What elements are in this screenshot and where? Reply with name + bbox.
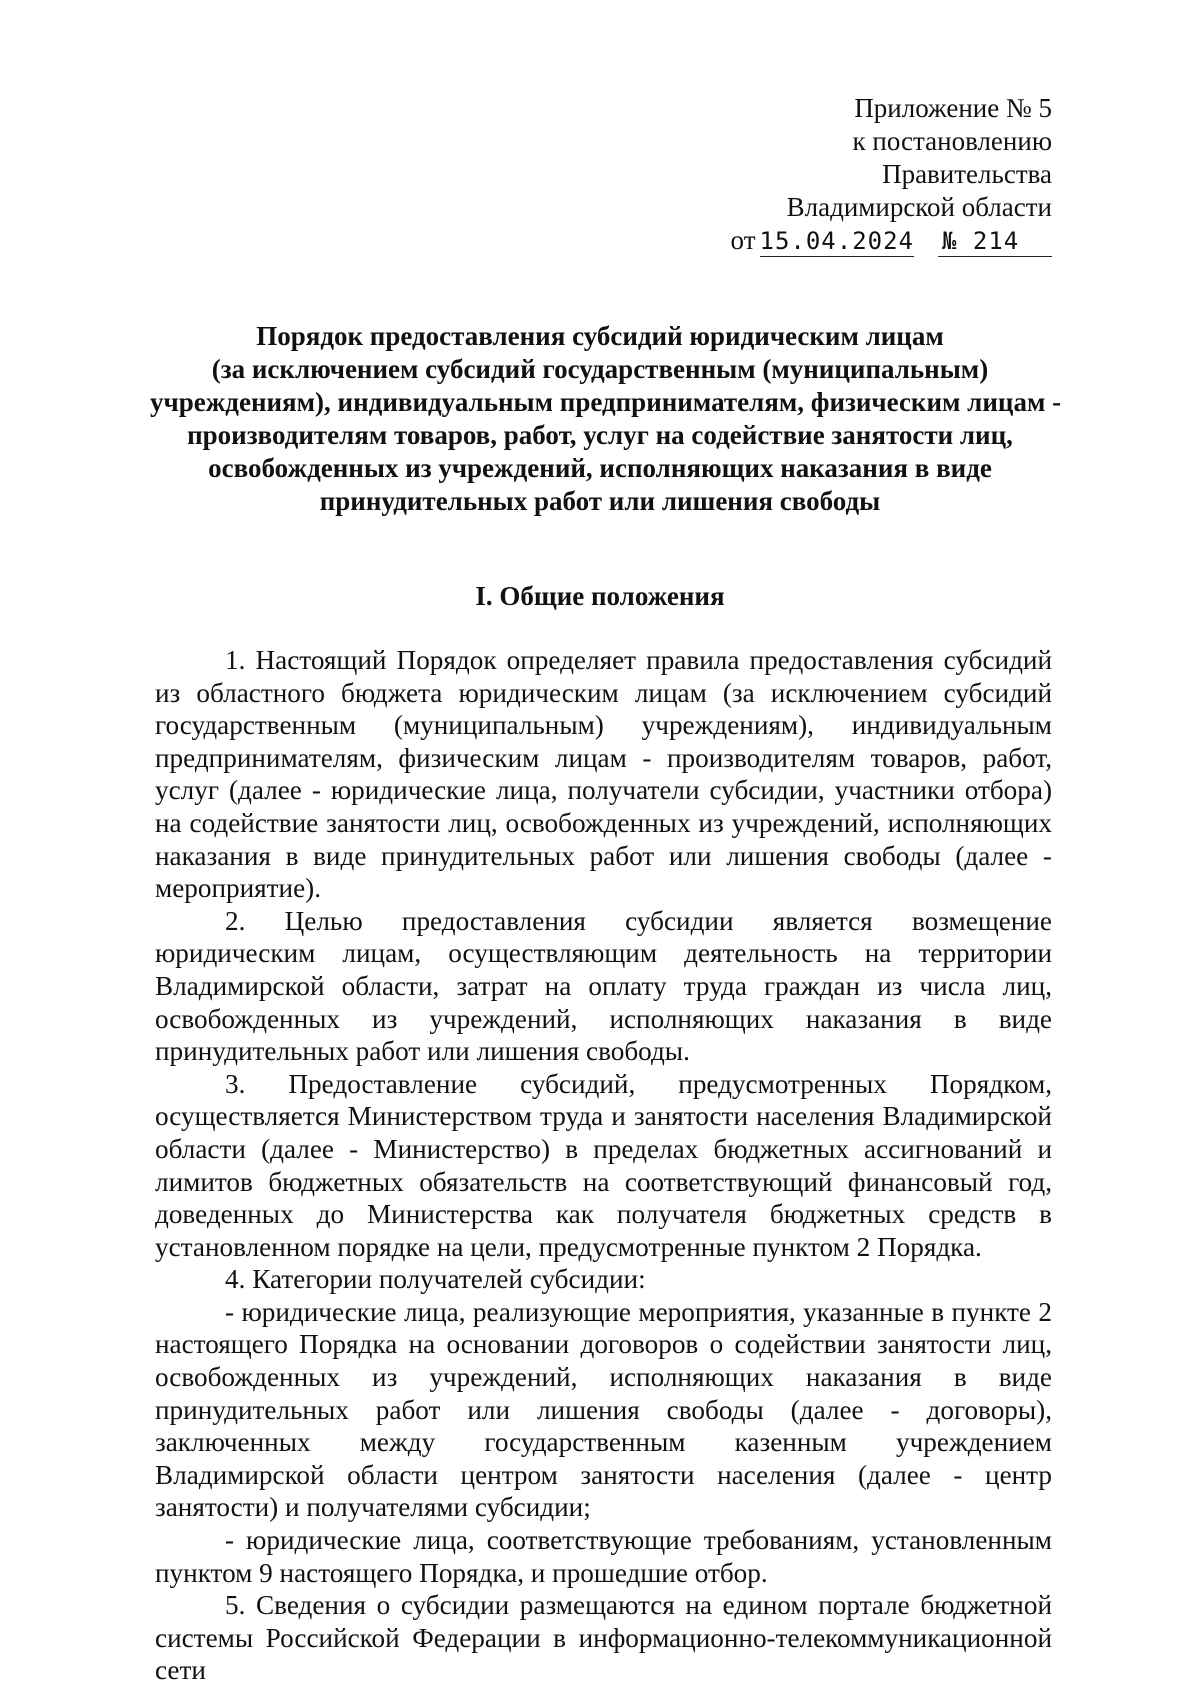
paragraph-4-item-1: - юридические лица, реализующие мероприятия, указанные в пункте 2 настоящего Порядка на основании договоров о содействии занятости лиц, освобожденных из учреждений, исполняющих наказания в виде принудительных работ или лишения свободы (далее - договоры), заключенных между государственным казенным учреждением Владимирской области центром занятости населения (далее - центр занятости) и получателями субсидии; <box>155 1296 1052 1523</box>
appendix-date-number-line <box>731 224 1052 257</box>
appendix-number: Приложение № 5 <box>854 93 1052 123</box>
paragraph-5: 5. Сведения о субсидии размещаются на едином портале бюджетной системы Российской Федерации в информационно-телекоммуникационной сети <box>155 1590 1052 1686</box>
paragraph-4: 4. Категории получателей субсидии: <box>225 1264 646 1295</box>
paragraph-3: 3. Предоставление субсидий, предусмотренных Порядком, осуществляется Министерством труда и занятости населения Владимирской области (далее - Министерство) в пределах бюджетных ассигнований и лимитов бюджетных обязательств на соответствующий финансовый год, доведенных до Министерства как получателя бюджетных средств в установленном порядке на цели, предусмотренные пунктом 2 Порядка. <box>155 1068 1052 1262</box>
resolution-number: № 214 <box>938 226 1052 257</box>
title-line: производителям товаров, работ, услуг на содействие занятости лиц, <box>187 420 1013 450</box>
title-line: Порядок предоставления субсидий юридическим лицам <box>256 321 944 351</box>
title-line: учреждениям), индивидуальным предпринимателям, физическим лицам - <box>150 387 1062 417</box>
title-line: освобожденных из учреждений, исполняющих наказания в виде <box>208 453 992 483</box>
section-heading: I. Общие положения <box>475 581 725 611</box>
from-label: от <box>730 225 756 255</box>
paragraph-4-item-2: - юридические лица, соответствующие требованиям, установленным пунктом 9 настоящего Порядка, и прошедшие отбор. <box>155 1525 1052 1588</box>
paragraph-1: 1. Настоящий Порядок определяет правила предоставления субсидий из областного бюджета юридическим лицам (за исключением субсидий государственным (муниципальным) учреждениям), индивидуальным предпринимателям, физическим лицам - производителям товаров, работ, услуг (далее - юридические лица, получатели субсидии, участники отбора) на содействие занятости лиц, освобожденных из учреждений, исполняющих наказания в виде принудительных работ или лишения свободы (далее - мероприятие). <box>155 645 1052 904</box>
paragraph-2: 2. Целью предоставления субсидии является возмещение юридическим лицам, осуществляющим деятельность на территории Владимирской области, затрат на оплату труда граждан из числа лиц, освобожденных из учреждений, исполняющих наказания в виде принудительных работ или лишения свободы. <box>155 905 1052 1067</box>
appendix-government-label: Правительства <box>882 159 1052 189</box>
appendix-region-label: Владимирской области <box>786 192 1052 222</box>
appendix-resolution-label: к постановлению <box>852 126 1052 156</box>
document-body <box>155 644 1052 1687</box>
resolution-date: 15.04.2024 <box>759 227 914 255</box>
title-line: принудительных работ или лишения свободы <box>319 486 881 516</box>
title-line: (за исключением субсидий государственным (муниципальным) <box>211 354 989 384</box>
document-title <box>150 320 1062 518</box>
appendix-block <box>731 92 1052 257</box>
